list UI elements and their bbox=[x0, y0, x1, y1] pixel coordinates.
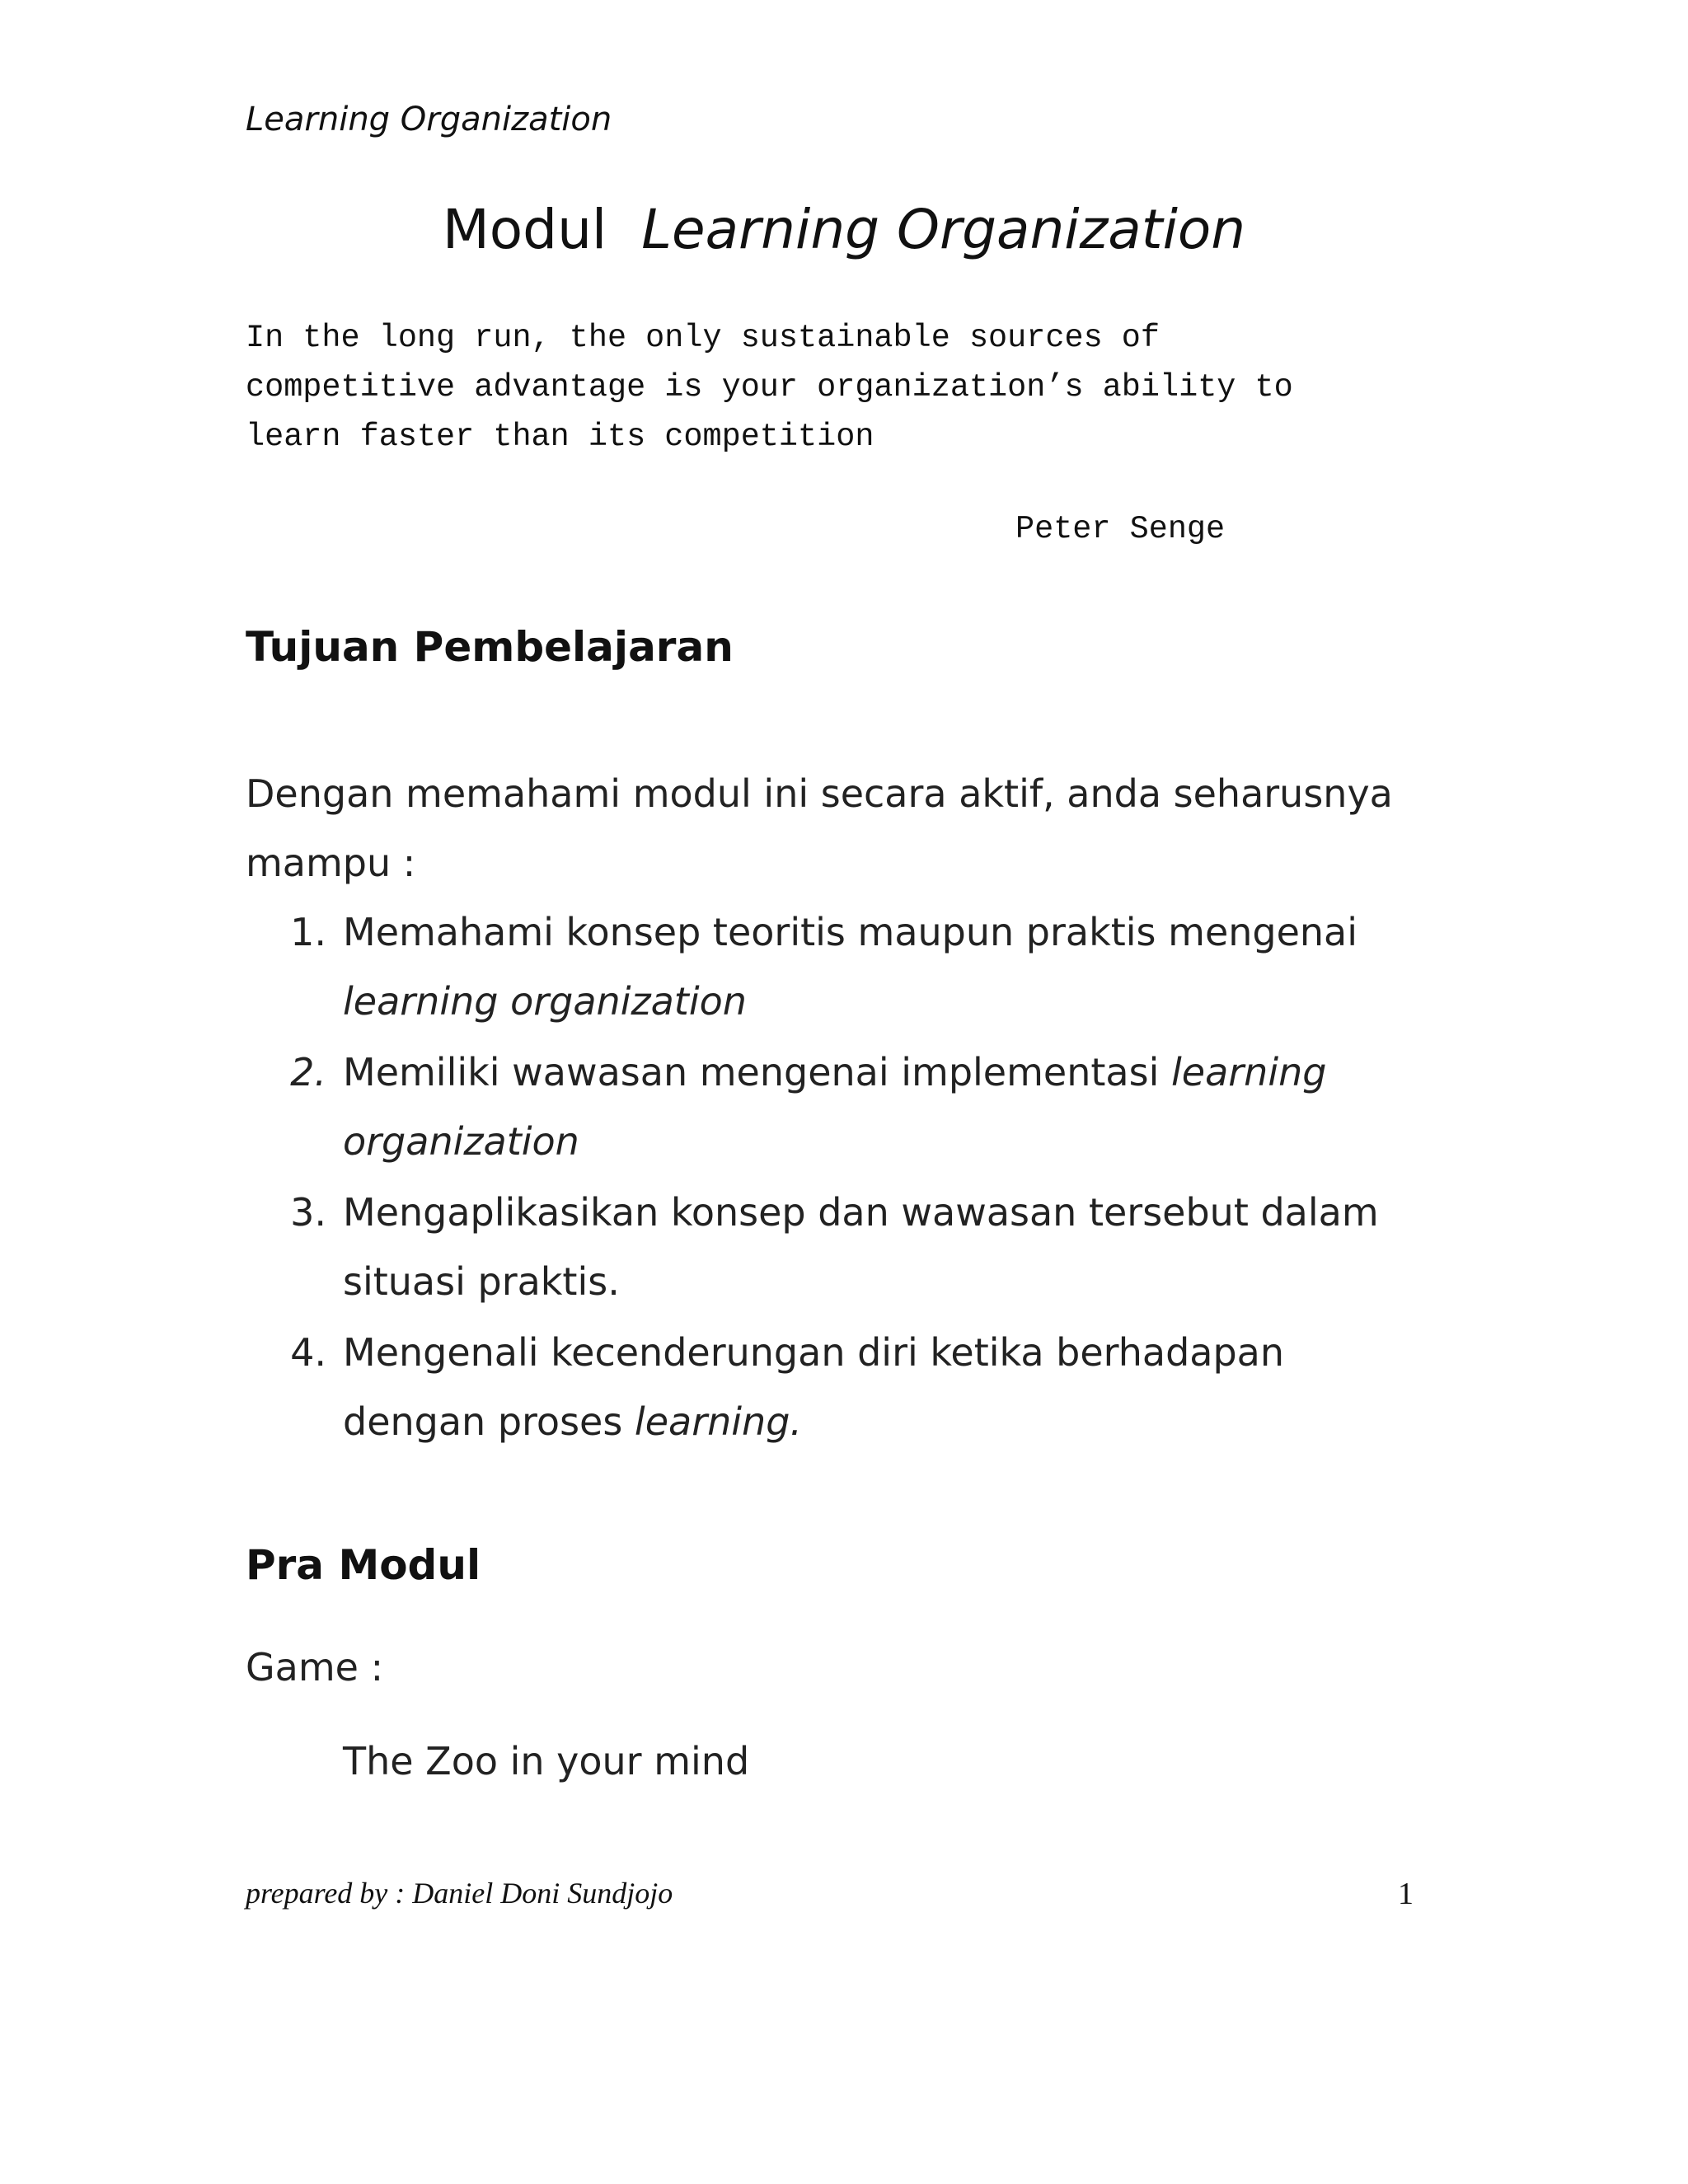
quote-author: Peter Senge bbox=[1015, 511, 1226, 547]
section-heading-objectives: Tujuan Pembelajaran bbox=[246, 623, 734, 671]
list-item-text: Memahami konsep teoritis maupun praktis mengenai bbox=[343, 910, 1358, 954]
running-header: Learning Organization bbox=[246, 101, 612, 138]
list-item-text bbox=[343, 1050, 1326, 1094]
epigraph-quote bbox=[246, 313, 1293, 462]
list-item-text: situasi praktis. bbox=[343, 1259, 620, 1304]
list-item-text-plain: Memiliki wawasan mengenai implementasi bbox=[343, 1050, 1171, 1094]
quote-line: In the long run, the only sustainable sources of bbox=[246, 320, 1160, 356]
title-plain: Modul bbox=[442, 198, 607, 261]
quote-line: learn faster than its competition bbox=[246, 419, 874, 455]
list-item-text-italic: learning bbox=[1170, 1050, 1327, 1094]
objectives-intro-line: Dengan memahami modul ini secara aktif, anda seharusnya bbox=[246, 771, 1393, 816]
game-name: The Zoo in your mind bbox=[343, 1739, 750, 1783]
list-item-text: Mengenali kecenderungan diri ketika berhadapan bbox=[343, 1330, 1285, 1375]
section-heading-pre-module: Pra Modul bbox=[246, 1541, 481, 1589]
list-item-text-italic: learning. bbox=[634, 1399, 803, 1444]
objectives-intro-line: mampu : bbox=[246, 841, 416, 885]
document-title bbox=[0, 198, 1688, 261]
list-item-number: 2. bbox=[290, 1050, 326, 1094]
game-label: Game : bbox=[246, 1645, 384, 1690]
list-item-text: Mengaplikasikan konsep dan wawasan tersebut dalam bbox=[343, 1190, 1379, 1235]
list-item-text: organization bbox=[343, 1119, 579, 1164]
list-item-number: 4. bbox=[290, 1330, 326, 1375]
list-item-text-plain: dengan proses bbox=[343, 1399, 635, 1444]
list-item-text bbox=[343, 1399, 802, 1444]
quote-line: competitive advantage is your organization’s ability to bbox=[246, 369, 1293, 405]
footer-prepared-by: prepared by : Daniel Doni Sundjojo bbox=[246, 1877, 673, 1910]
list-item-number: 3. bbox=[290, 1190, 326, 1235]
title-italic: Learning Organization bbox=[641, 198, 1246, 261]
list-item-text: learning organization bbox=[343, 979, 747, 1024]
page-number: 1 bbox=[1398, 1877, 1414, 1911]
list-item-number: 1. bbox=[290, 910, 326, 954]
